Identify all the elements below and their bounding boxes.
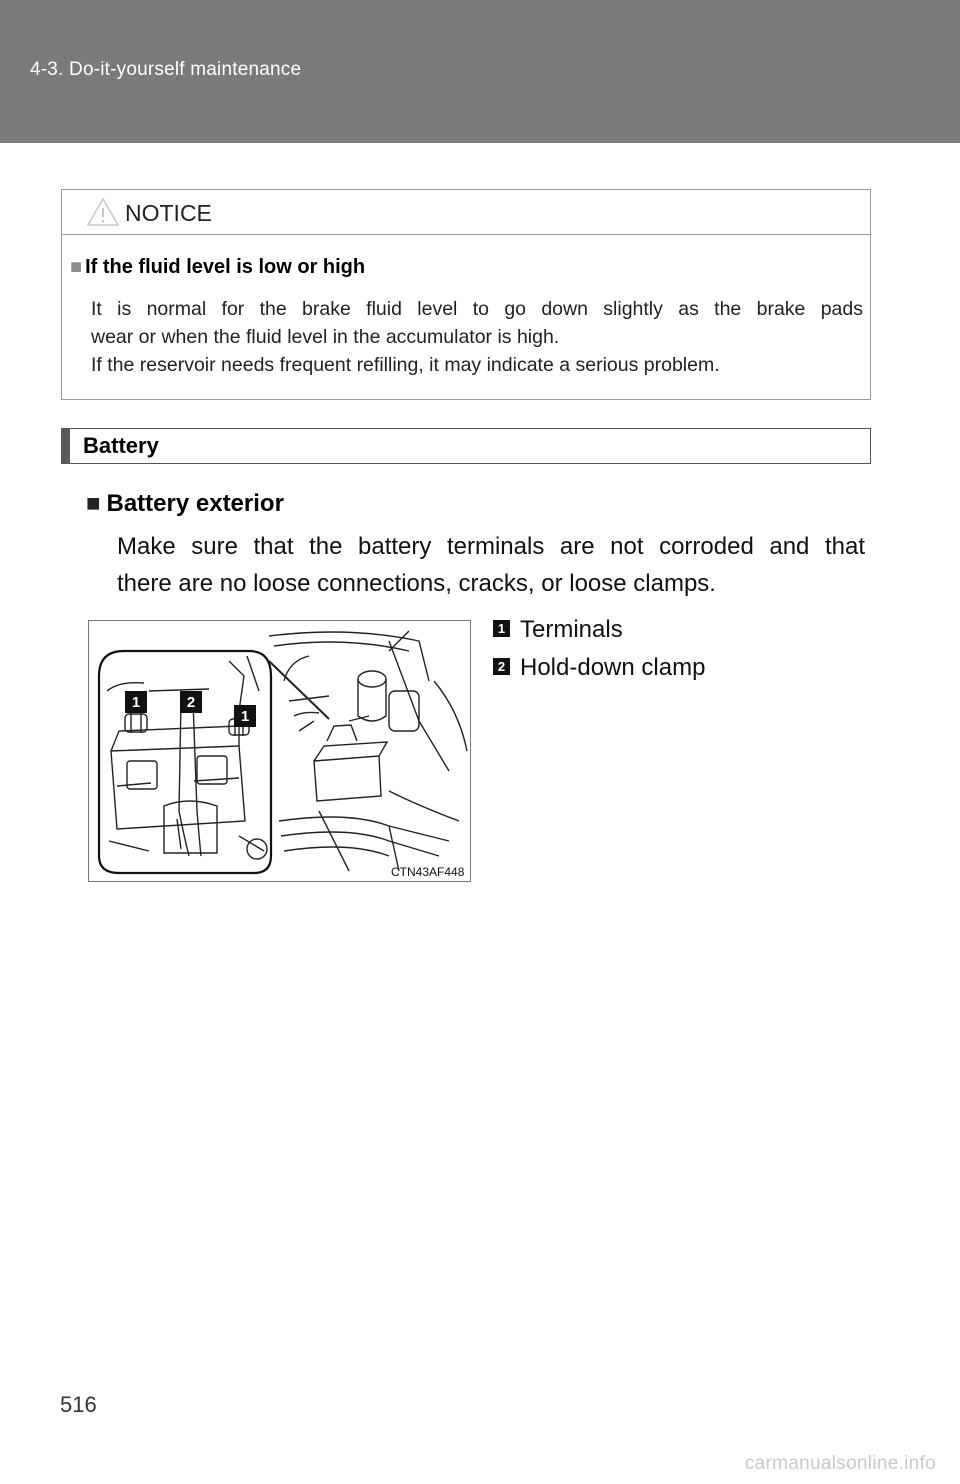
engine-bay-drawing — [89, 621, 471, 882]
callout-1-right — [234, 705, 256, 727]
legend-label: Hold-down clamp — [520, 654, 706, 681]
battery-exterior-line-1: Make sure that the battery terminals are not corroded and that — [117, 533, 865, 560]
square-bullet-icon: ■ — [70, 256, 83, 278]
battery-illustration — [88, 620, 471, 882]
notice-line-2: wear or when the fluid level in the accumulator is high. — [91, 326, 560, 348]
notice-text — [91, 295, 863, 379]
square-bullet-icon: ■ — [86, 490, 101, 517]
notice-title: NOTICE — [125, 200, 212, 226]
legend-item-terminals — [493, 616, 623, 644]
section-breadcrumb: 4-3. Do-it-yourself maintenance — [30, 59, 302, 80]
battery-exterior-line-2: there are no loose connections, cracks, or loose clamps. — [117, 570, 716, 597]
legend-item-hold-down-clamp — [493, 654, 705, 682]
header-band — [0, 0, 960, 143]
legend-label: Terminals — [520, 616, 623, 643]
callout-2 — [180, 691, 202, 713]
legend-number-badge: 2 — [493, 658, 510, 675]
callout-1-left — [125, 691, 147, 713]
notice-subheading-text: If the fluid level is low or high — [85, 256, 366, 278]
battery-exterior-heading-text: Battery exterior — [106, 490, 284, 517]
warning-triangle-icon — [86, 197, 120, 227]
notice-subheading — [70, 256, 365, 279]
svg-text:1: 1 — [240, 708, 250, 725]
section-title: Battery — [83, 433, 159, 458]
notice-box — [61, 189, 871, 400]
watermark: carmanualsonline.info — [744, 1453, 936, 1474]
figure-code: CTN43AF448 — [391, 865, 465, 879]
section-header-battery — [61, 428, 871, 464]
legend-number-badge: 1 — [493, 620, 510, 637]
notice-line-1: It is normal for the brake fluid level to go down slightly as the brake pads — [91, 298, 863, 320]
notice-header — [62, 190, 870, 235]
notice-line-3: If the reservoir needs frequent refilling, it may indicate a serious problem. — [91, 354, 720, 376]
svg-text:2: 2 — [186, 694, 196, 711]
svg-text:1: 1 — [131, 694, 141, 711]
battery-exterior-text — [117, 528, 865, 602]
battery-exterior-heading — [86, 490, 284, 518]
page-number: 516 — [60, 1392, 97, 1417]
